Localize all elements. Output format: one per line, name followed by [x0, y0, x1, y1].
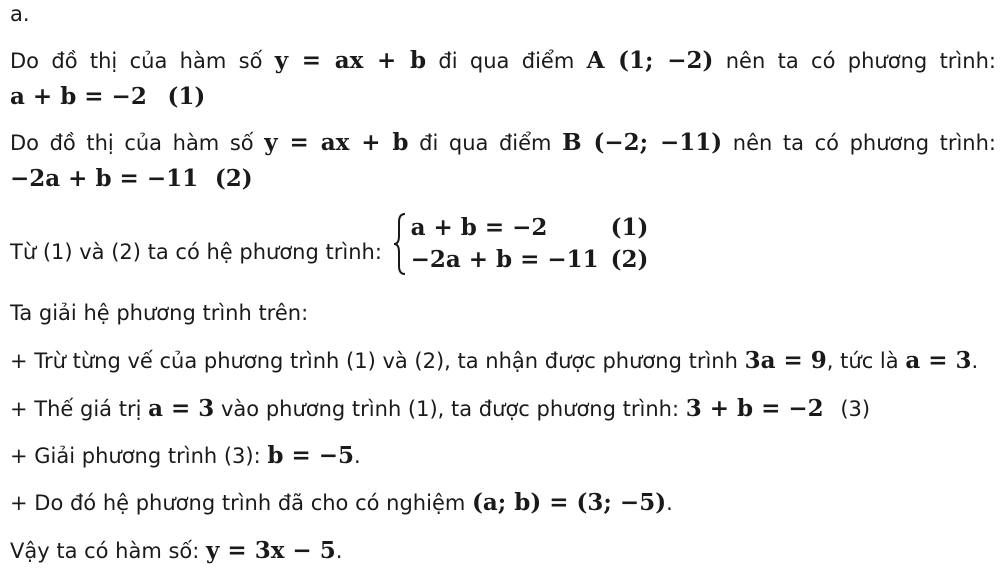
step2-label: (3)	[840, 397, 871, 421]
step2-eq1: a = 3	[148, 395, 215, 422]
step4-text-after: .	[666, 491, 673, 515]
p2-text-after: nên ta có phương trình:	[732, 131, 997, 155]
step3-eq: b = −5	[267, 442, 355, 469]
p2-text-mid: đi qua điểm	[419, 131, 552, 155]
step-2	[10, 395, 870, 423]
p1-equation: a + b = −2	[10, 83, 147, 110]
step2-text-mid: vào phương trình (1), ta được phương trình:	[221, 397, 680, 421]
step4-text-before: + Do đó hệ phương trình đã cho có nghiệm	[10, 491, 466, 515]
system-label-2: (2)	[610, 246, 649, 273]
part-label: a.	[10, 2, 30, 26]
p2-function: y = ax + b	[264, 129, 409, 156]
step3-text-after: .	[354, 444, 361, 468]
system-of-equations	[393, 212, 661, 292]
step-4	[10, 489, 673, 517]
conclusion-eq: y = 3x − 5	[206, 537, 336, 564]
p1-text-before: Do đồ thị của hàm số	[10, 49, 263, 73]
paragraph-2-line-2	[10, 165, 253, 193]
p1-point: A (1; −2)	[586, 47, 714, 74]
conclusion-text-before: Vậy ta có hàm số:	[10, 539, 200, 563]
system-intro: Từ (1) và (2) ta có hệ phương trình:	[10, 240, 382, 264]
step-3	[10, 442, 361, 470]
system-eq-1: a + b = −2	[410, 214, 548, 241]
p1-text-mid: đi qua điểm	[438, 49, 575, 73]
p1-text-after: nên ta có phương trình:	[725, 49, 996, 73]
step1-text-after: .	[971, 349, 979, 373]
p2-eq-label: (2)	[214, 165, 253, 192]
step4-eq: (a; b) = (3; −5)	[472, 489, 667, 516]
solve-intro: Ta giải hệ phương trình trên:	[10, 301, 309, 325]
p2-point: B (−2; −11)	[562, 129, 723, 156]
step1-eq2: a = 3	[905, 347, 972, 374]
step1-text-before: + Trừ từng vế của phương trình (1) và (2), ta nhận được phương trình	[10, 349, 738, 373]
paragraph-1-line-2	[10, 83, 205, 111]
conclusion-text-after: .	[335, 539, 343, 563]
step3-text-before: + Giải phương trình (3):	[10, 444, 261, 468]
p1-eq-label: (1)	[167, 83, 206, 110]
conclusion	[10, 537, 342, 565]
paragraph-1-line-1	[10, 47, 996, 75]
system-label-1: (1)	[610, 214, 649, 241]
system-eq-2: −2a + b = −11	[410, 246, 599, 273]
brace-icon	[393, 212, 407, 276]
paragraph-2-line-1	[10, 129, 996, 157]
p1-function: y = ax + b	[274, 47, 427, 74]
step1-eq1: 3a = 9	[744, 347, 827, 374]
step-1	[10, 347, 978, 375]
step1-text-mid: , tức là	[826, 349, 899, 373]
p2-equation: −2a + b = −11	[10, 165, 199, 192]
p2-text-before: Do đồ thị của hàm số	[10, 131, 254, 155]
step2-text-before: + Thế giá trị	[10, 397, 142, 421]
step2-eq2: 3 + b = −2	[685, 395, 824, 422]
system-line	[10, 212, 661, 292]
